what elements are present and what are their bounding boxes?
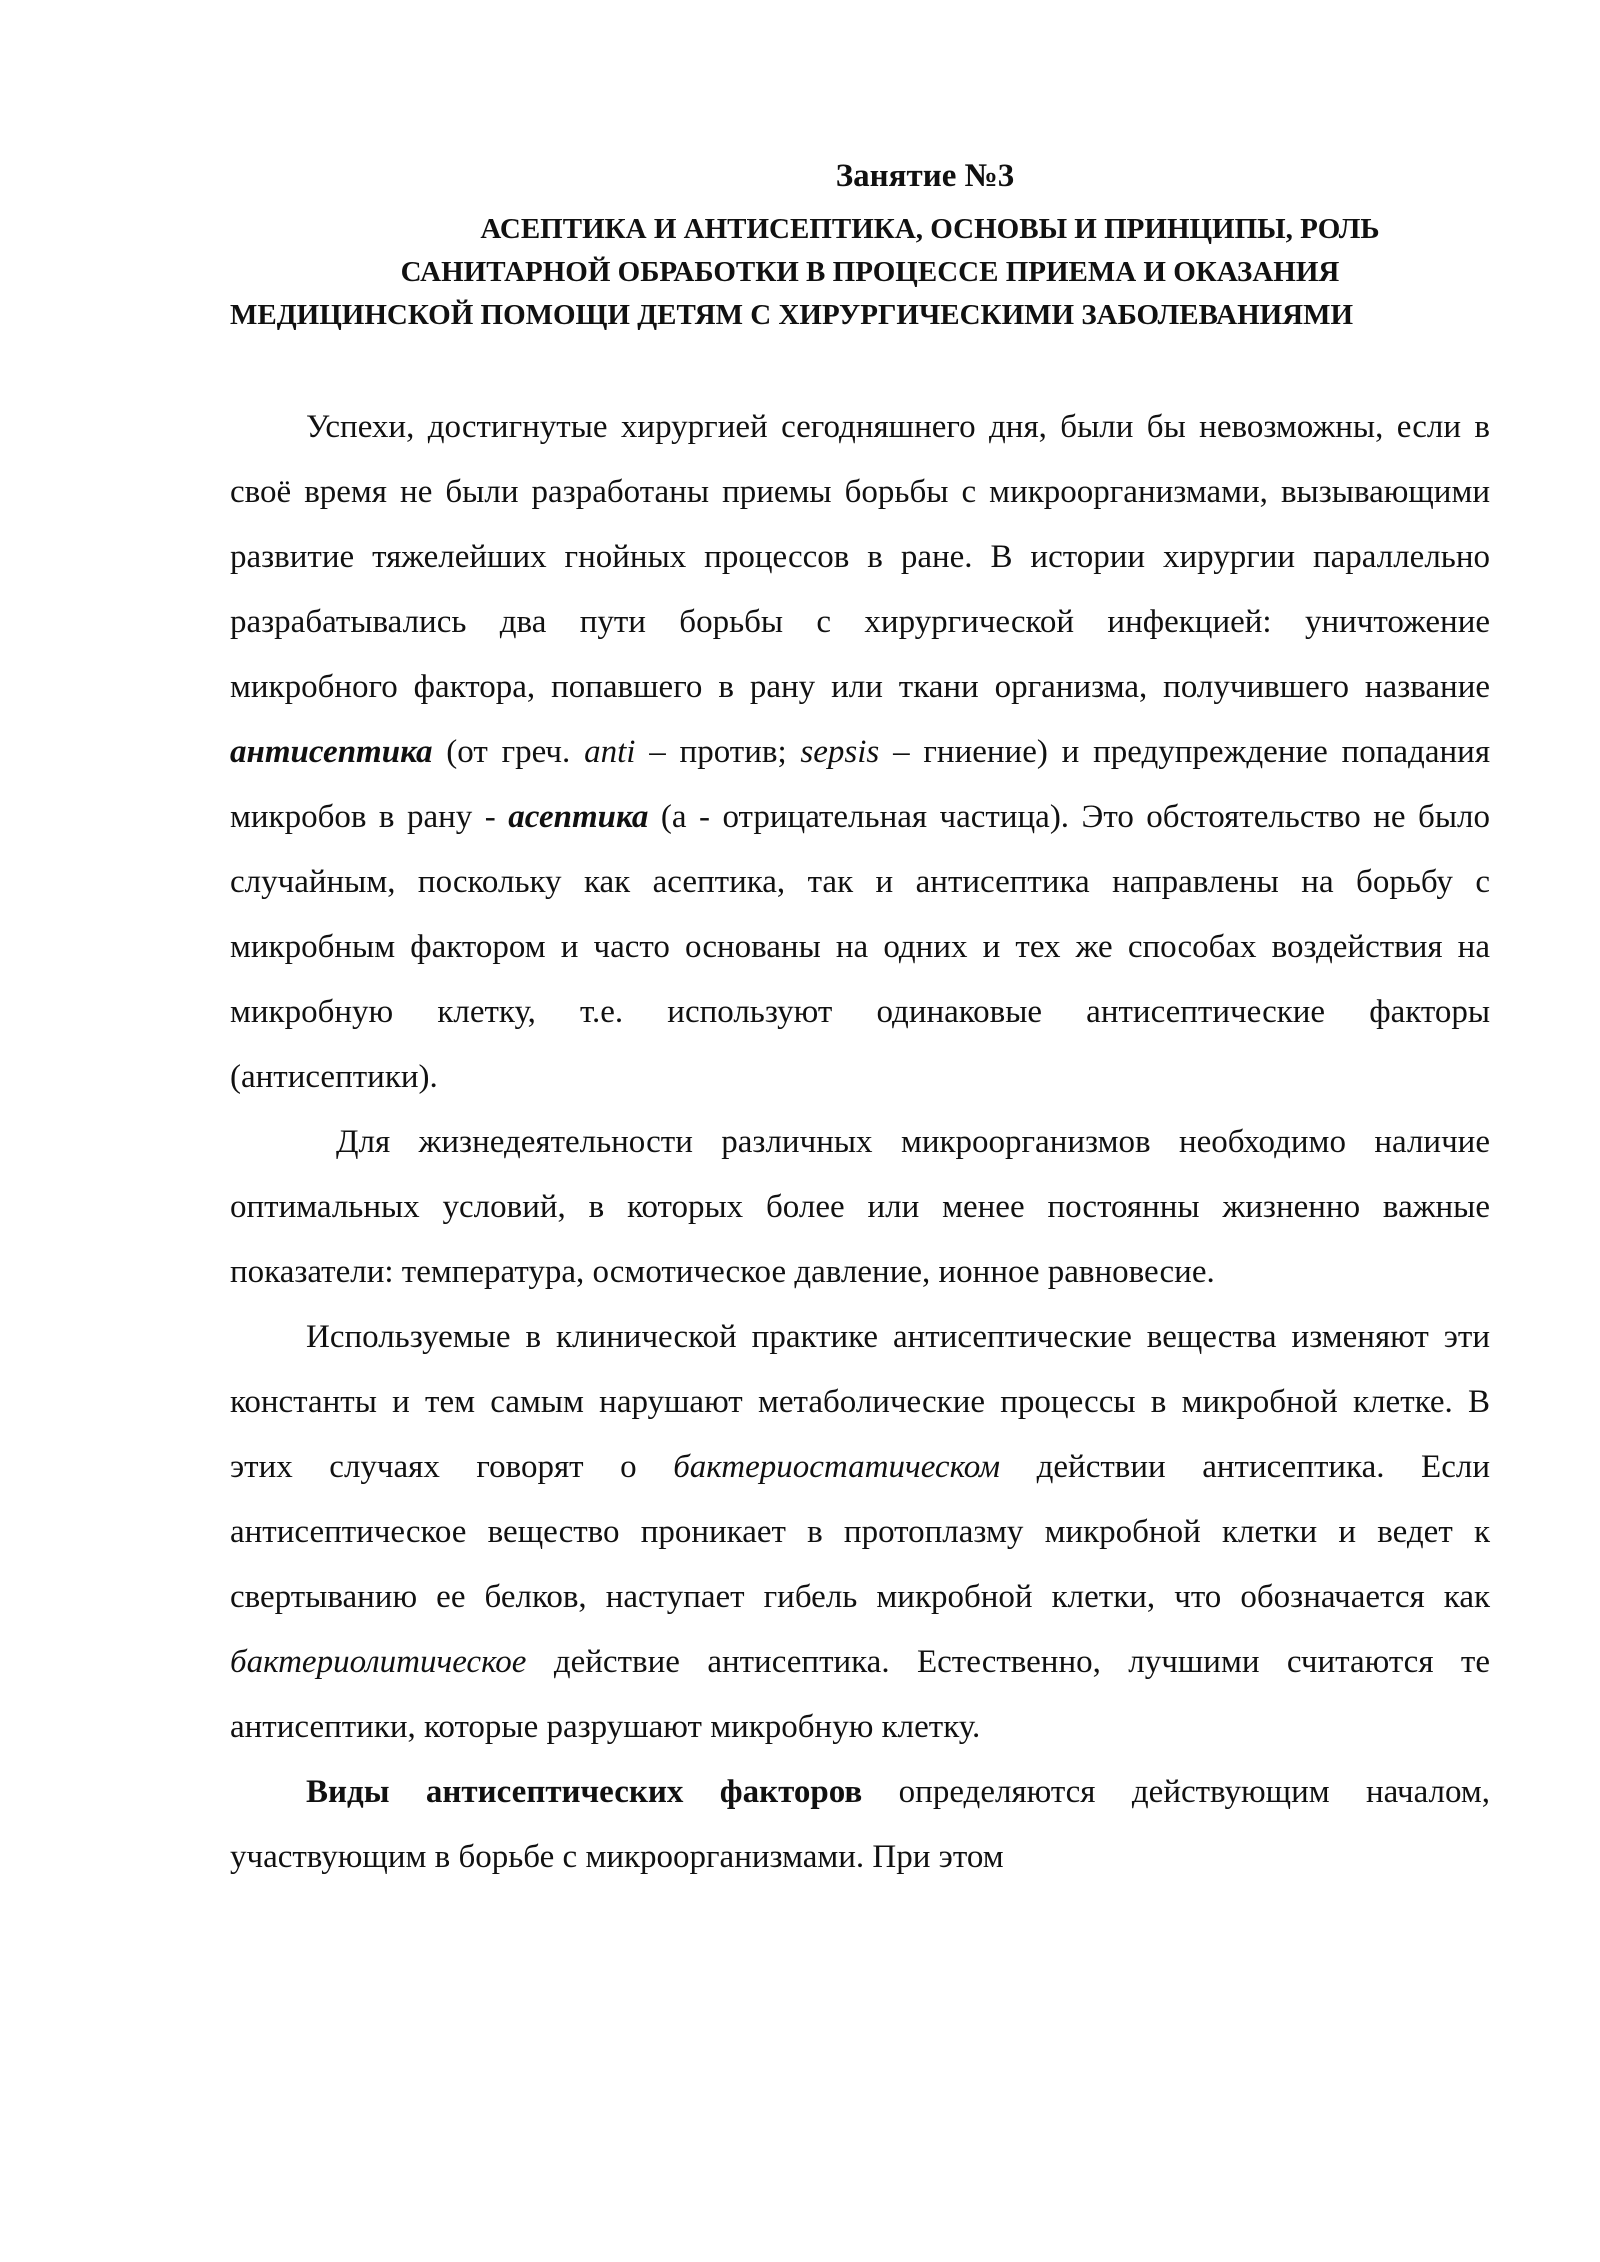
paragraph-1-text-2: (от греч. (432, 734, 585, 770)
topic-title-line-3: МЕДИЦИНСКОЙ ПОМОЩИ ДЕТЯМ С ХИРУРГИЧЕСКИМИ ЗАБОЛЕВАНИЯМИ (230, 299, 1354, 331)
paragraph-4 (230, 1760, 1490, 1890)
paragraph-3-text-2: действии антисептика. Если антисептическое вещество проникает в протоплазму микробной клетки и ведет к свертыванию ее белков, наступает гибель микробной клетки, что обозначается как (230, 1449, 1490, 1615)
paragraph-3-text-1: Используемые в клинической практике антисептические вещества изменяют эти константы и тем самым нарушают метаболические процессы в микробной клетке. В этих случаях говорят о (230, 1319, 1490, 1485)
paragraph-3-text-3: действие антисептика. Естественно, лучшими считаются те антисептики, которые разрушают микробную клетку. (230, 1644, 1490, 1745)
term-antiseptic-factor-types: Виды антисептических факторов (306, 1774, 863, 1810)
document-content (230, 150, 1490, 1890)
topic-title-line-2: САНИТАРНОЙ ОБРАБОТКИ В ПРОЦЕССЕ ПРИЕМА И ОКАЗАНИЯ (400, 256, 1340, 288)
lesson-title: Занятие №3 (835, 158, 1015, 194)
topic-title-line-1: АСЕПТИКА И АНТИСЕПТИКА, ОСНОВЫ И ПРИНЦИПЫ, РОЛЬ (480, 213, 1380, 245)
term-bacteriolytic: бактериолитическое (230, 1644, 527, 1680)
term-antiseptika: антисептика (230, 734, 433, 770)
term-aseptika: асептика (508, 799, 649, 835)
paragraph-4-text-1: определяются действующим началом, участвующим в борьбе с микроорганизмами. При этом (230, 1774, 1490, 1875)
term-sepsis: sepsis (800, 734, 880, 770)
term-bacteriostatic: бактериостатическом (673, 1449, 1001, 1485)
paragraph-2: Для жизнедеятельности различных микроорганизмов необходимо наличие оптимальных условий, в которых более или менее постоянны жизненно важные показатели: температура, осмотическое давление, ионное равновесие. (230, 1124, 1490, 1290)
spacer (230, 337, 1490, 395)
paragraph-1-text-1: Успехи, достигнутые хирургией сегодняшнего дня, были бы невозможны, если в своё время не были разработаны приемы борьбы с микроорганизмами, вызывающими развитие тяжелейших гнойных процессов в ране. В истории хирургии параллельно разрабатывались два пути борьбы с хирургической инфекцией: уничтожение микробного фактора, попавшего в рану или ткани организма, получившего название (230, 409, 1490, 705)
paragraph-1-text-5: (а - отрицательная частица). Это обстоятельство не было случайным, поскольку как асептика, так и антисептика направлены на борьбу с микробным фактором и часто основаны на одних и тех же способах воздействия на микробную клетку, т.е. используют одинаковые антисептические факторы (антисептики). (230, 799, 1490, 1095)
paragraph-1 (230, 395, 1490, 1110)
paragraph-1-text-3: – против; (635, 734, 801, 770)
term-anti: anti (584, 734, 636, 770)
paragraph-1-text-4: – гниение) и предупреждение попадания микробов в рану - (230, 734, 1490, 835)
paragraph-3 (230, 1305, 1490, 1760)
topic-title (230, 208, 1490, 337)
